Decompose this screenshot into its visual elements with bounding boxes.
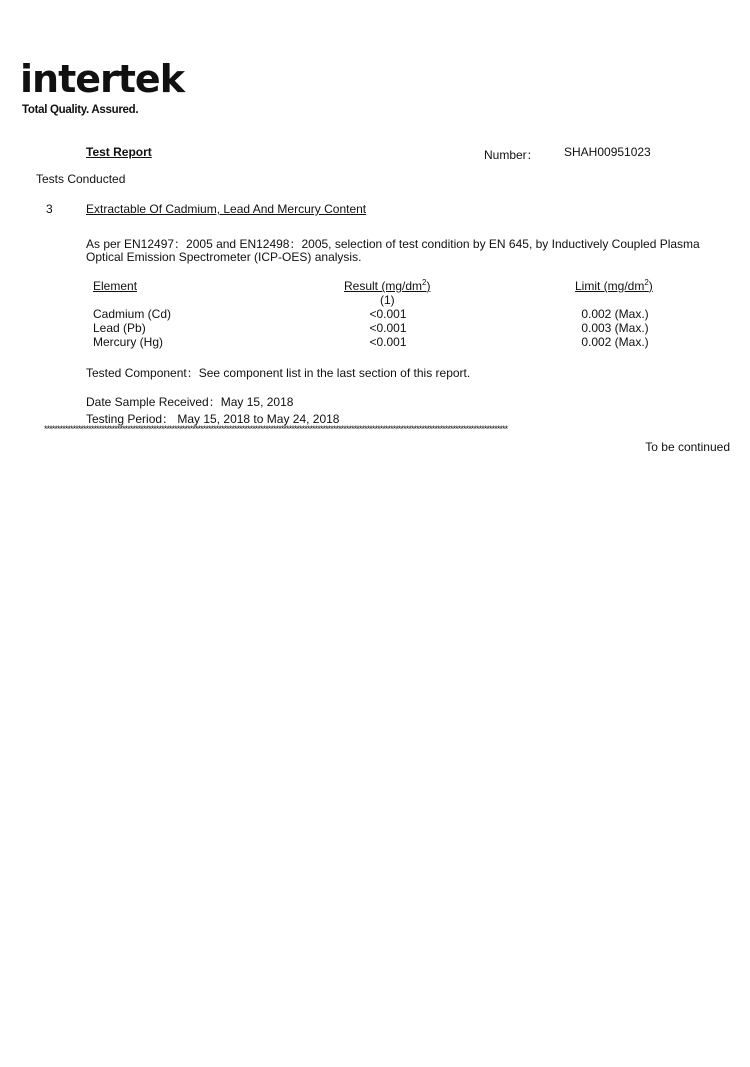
logo-tagline: Total Quality. Assured. bbox=[22, 104, 139, 116]
testing-period: Testing Period： May 15, 2018 to May 24, 2018 bbox=[86, 412, 340, 426]
test-method-line-1: As per EN12497：2005 and EN12498：2005, selection of test condition by EN 645, by Inductively Coupled Plasma bbox=[86, 237, 700, 251]
test-index: 3 bbox=[46, 202, 53, 216]
date-sample-received: Date Sample Received：May 15, 2018 bbox=[86, 395, 294, 409]
report-title: Test Report bbox=[86, 145, 152, 159]
table-row bbox=[0, 335, 750, 349]
header-element: Element bbox=[93, 279, 138, 293]
row-limit: 0.002 (Max.) bbox=[581, 335, 649, 349]
header-limit: Limit $(mg/dm^2)$ bbox=[575, 278, 653, 293]
to-be-continued: To be continued bbox=[645, 440, 730, 454]
test-title: Extractable Of Cadmium, Lead And Mercury Content bbox=[86, 202, 367, 216]
row-element: Mercury (Hg) bbox=[93, 335, 164, 349]
table-row bbox=[0, 321, 750, 335]
row-result: <0.001 bbox=[369, 321, 407, 335]
header-result-note: (1) bbox=[380, 293, 395, 307]
row-element: Lead (Pb) bbox=[93, 321, 146, 335]
row-result: <0.001 bbox=[369, 335, 407, 349]
row-limit: 0.003 (Max.) bbox=[581, 321, 649, 335]
tested-component: Tested Component：See component list in the last section of this report. bbox=[86, 366, 471, 380]
row-element: Cadmium (Cd) bbox=[93, 307, 172, 321]
test-method-line-2: Optical Emission Spectrometer (ICP-OES) analysis. bbox=[86, 250, 362, 264]
table-row bbox=[0, 307, 750, 321]
row-result: <0.001 bbox=[369, 307, 407, 321]
number-label: Number： bbox=[484, 148, 539, 162]
report-number: SHAH00951023 bbox=[564, 145, 651, 159]
section-heading: Tests Conducted bbox=[36, 172, 126, 186]
row-limit: 0.002 (Max.) bbox=[581, 307, 649, 321]
header-result: Result $(mg/dm^2)$ bbox=[344, 278, 431, 293]
logo-wordmark: intertek bbox=[20, 57, 184, 101]
separator-line: ********************************************************************************************************************************************************************************** bbox=[44, 424, 508, 434]
intertek-logo bbox=[20, 57, 184, 101]
